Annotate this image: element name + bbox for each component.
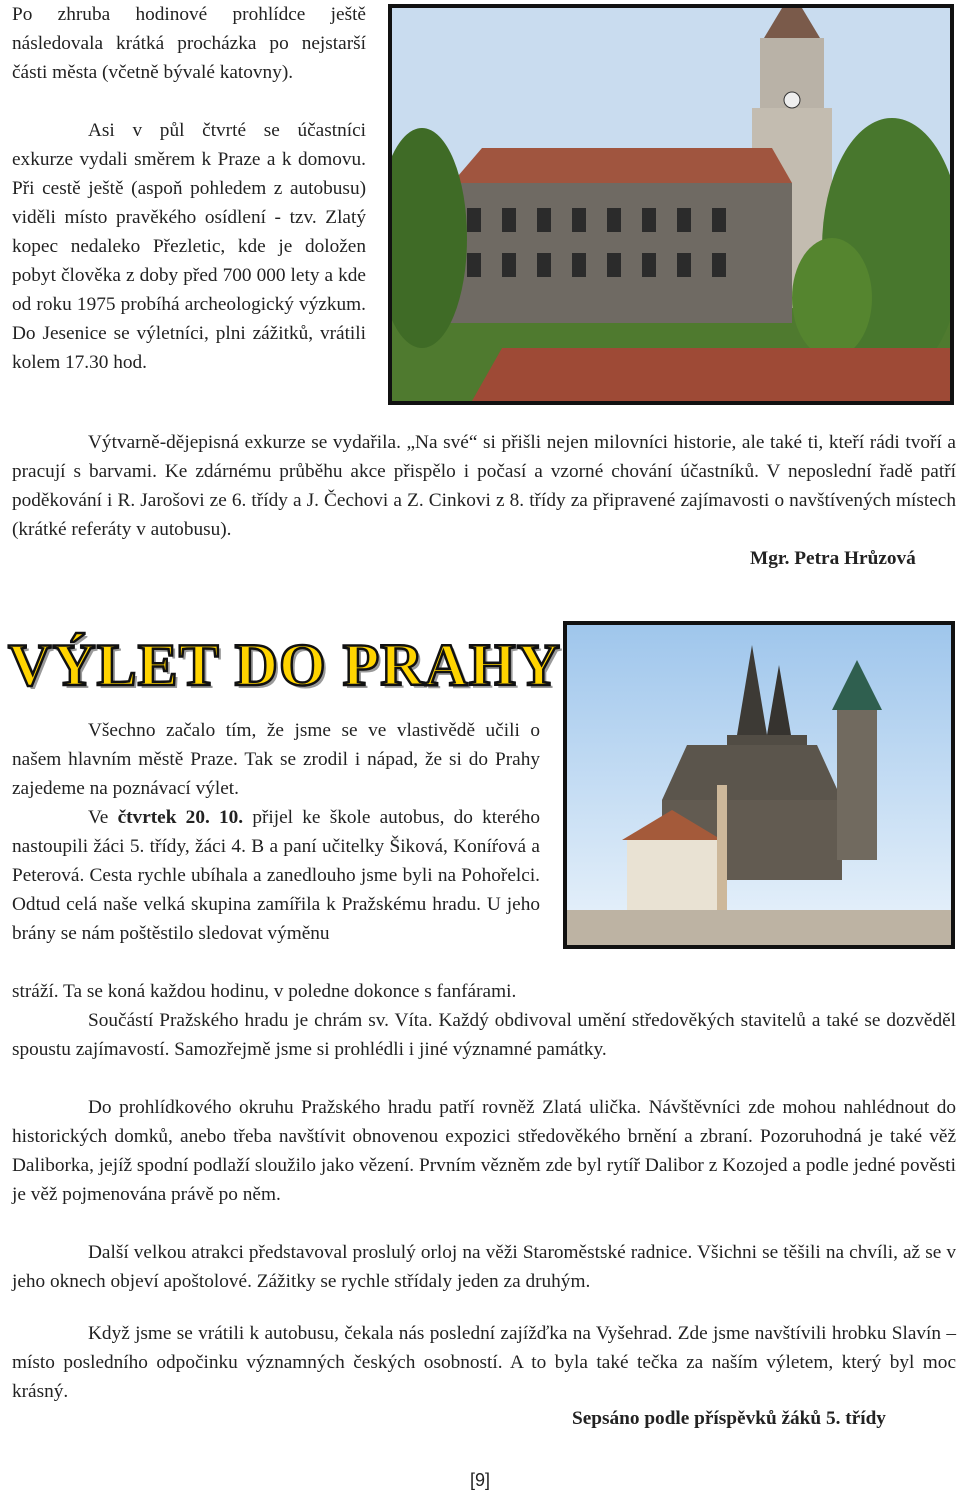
article2-paragraph-2 [12,803,540,948]
article2-paragraph-2-rest: přijel ke škole autobus, do kterého nastoupili žáci 5. třídy, žáci 4. B a paní učitelky Šiková, Koníŕová a Peterová. Cesta rychle ubíhala a zanedlouho jsme byli na Pohořelci. Odtud celá naše velká skupina zamířila k Pražskému hradu. U jeho brány se nám poštěstilo sledovat výměnu [12,807,540,944]
article2-paragraph-5: Další velkou atrakci představoval proslulý orloj na věži Staroměstské radnice. Všichni se těšili na chvíli, až se v jeho oknech objeví apoštolové. Zážitky se rychle střídaly jeden za druhým. [12,1242,956,1292]
page-number: [9] [469,1470,490,1490]
article1-paragraph-1: Po zhruba hodinové prohlídce ještě následovala krátká procházka po nejstarší části města (včetně bývalé katovny). [12,4,366,83]
article2-paragraph-6: Když jsme se vrátili k autobusu, čekala nás poslední zajížďka na Vyšehrad. Zde jsme navštívili hrobku Slavín – místo posledního odpočinku významných českých osobností. A to byla také tečka za naším výletem, který byl moc krásný. [12,1323,956,1402]
article2-paragraph-2-end: stráží. Ta se koná každou hodinu, v poledne dokonce s fanfárami. [12,981,517,1002]
article2-signature: Sepsáno podle příspěvků žáků 5. třídy [572,1408,886,1429]
article1-paragraph-3: Výtvarně-dějepisná exkurze se vydařila. „Na své“ si přišli nejen milovníci historie, ale také ti, kteří rádi tvoří a pracují s barvami. Ke zdárnému průběhu akce přispělo i počasí a vzorné chování účastníků. V neposlední řadě patří poděkování i R. Jarošovi ze 6. třídy a J. Čechovi a Z. Cinkovi z 8. třídy za připravené zajímavosti o navštívených místech (krátké referáty v autobusu). [12,432,956,540]
article2-paragraph-2-start: Ve [88,807,118,828]
article2-paragraph-1: Všechno začalo tím, že jsme se ve vlastivědě učili o našem hlavním městě Praze. Tak se zrodil i nápad, že si do Prahy zajedeme na poznávací výlet. [12,720,540,799]
article1-signature: Mgr. Petra Hrůzová [750,548,916,569]
article2-title: VÝLET DO PRAHY [8,632,561,698]
article1-paragraph-2: Asi v půl čtvrté se účastníci exkurze vydali směrem k Praze a k domovu. Při cestě ještě (aspoň pohledem z autobusu) viděli místo pravěkého osídlení - tzv. Zlatý kopec nedaleko Přezletic, kde je doložen pobyt člověka z doby před 700 000 lety a kde od roku 1975 probíhá archeologický výzkum. Do Jesenice se výletníci, plni zážitků, vrátili kolem 17.30 hod. [12,120,366,373]
castle-photo [388,4,954,405]
article2-paragraph-4: Do prohlídkového okruhu Pražského hradu patří rovněž Zlatá ulička. Návštěvníci zde mohou nahlédnout do historických domků, anebo třeba navštívit obnovenou expozici středověkého brnění a zbraní. Pozoruhodná je také věž Daliborka, jejíž spodní podlaží sloužilo jako vězení. Prvním vězněm zde byl rytíř Dalibor z Kozojed a podle jedné pověsti je věž pojmenována právě po něm. [12,1097,956,1205]
cathedral-photo [563,621,955,949]
trip-date: čtvrtek 20. 10. [117,807,244,828]
article2-paragraph-3: Součástí Pražského hradu je chrám sv. Víta. Každý obdivoval umění středověkých stavitelů a také se dozvěděl spoustu zajímavostí. Samozřejmě jsme si prohlédli i jiné významné památky. [12,1010,956,1060]
